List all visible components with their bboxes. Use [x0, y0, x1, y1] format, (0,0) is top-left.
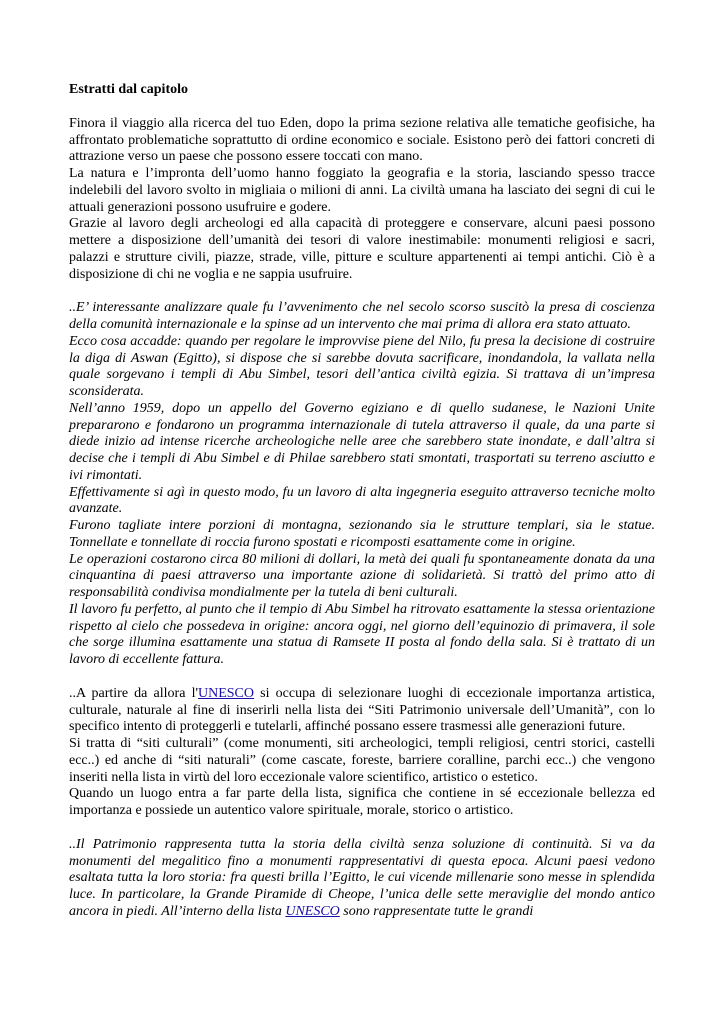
section-gap: [69, 283, 655, 300]
italic-paragraph-3: Nell’anno 1959, dopo un appello del Governo egiziano e di quello sudanese, le Nazioni Unite prepararono e fondarono un programma internazionale di tutela attraverso il quale, da una parte si diede inizio ad intense ricerche archeologiche nelle aree che sarebbero state inondate, e dall’altra si decise che i templi di Abu Simbel e di Philae sarebbero stati smontati, trasportati su terreno asciutto e ivi rimontati.: [69, 400, 655, 483]
unesco-paragraph-2: Si tratta di “siti culturali” (come monumenti, siti archeologici, templi religiosi, centri storici, castelli ecc..) ed anche di “siti naturali” (come cascate, foreste, barriere coralline, parchi ecc..) che vengono inseriti nella lista in virtù del loro eccezionale valore scientifico, artistico o estetico.: [69, 736, 655, 785]
unesco-link[interactable]: UNESCO: [198, 685, 255, 701]
document-title: Estratti dal capitolo: [69, 82, 188, 97]
italic-paragraph-4: Effettivamente si agì in questo modo, fu un lavoro di alta ingegneria eseguito attraverso tecniche molto avanzate.: [69, 484, 655, 517]
final-text-after: sono rappresentate tutte le grandi: [339, 903, 534, 919]
final-paragraph: [69, 837, 655, 921]
unesco-paragraph-1: [69, 686, 655, 736]
section-gap: [69, 820, 655, 837]
intro-paragraph-2: La natura e l’impronta dell’uomo hanno foggiato la geografia e la storia, lasciando spesso tracce indelebili del lavoro svolto in migliaia o milioni di anni. La civiltà umana ha lasciato dei segni di cui le attuali generazioni possono usufruire e godere.: [69, 166, 655, 215]
italic-paragraph-5: Furono tagliate intere porzioni di montagna, sezionando sia le strutture templari, sia le statue. Tonnellate e tonnellate di roccia furono spostati e ricomposti esattamente come in origine.: [69, 518, 655, 550]
intro-paragraph-1: Finora il viaggio alla ricerca del tuo Eden, dopo la prima sezione relativa alle tematiche geofisiche, ha affrontato problematiche soprattutto di ordine economico e sociale. Esistono però dei fattori concreti di attrazione verso un paese che possono essere toccati con mano.: [69, 115, 655, 165]
unesco-text-after: si occupa di selezionare luoghi di eccezionale importanza artistica, culturale, naturale al fine di inserirli nella lista dei “Siti Patrimonio universale dell’Umanità”, con lo specifico intento di proteggerli e tutelarli, affinché possano essere trasmessi alle generazioni future.: [69, 685, 655, 735]
unesco-text-before: ..A partire da allora l': [69, 685, 198, 701]
italic-paragraph-7: Il lavoro fu perfetto, al punto che il tempio di Abu Simbel ha ritrovato esattamente la stessa orientazione rispetto al cielo che possedeva in origine: ancora oggi, nel giorno dell’equinozio di primavera, il sole che sorge illumina esattamente una statua di Ramsete II posta al fondo della sala. Si è trattato di un lavoro di eccellente fattura.: [69, 601, 655, 667]
unesco-link-2[interactable]: UNESCO: [285, 903, 340, 919]
italic-paragraph-6: Le operazioni costarono circa 80 milioni di dollari, la metà dei quali fu spontaneamente donata da una cinquantina di paesi attraverso una importante azione di solidarietà. Si trattò del primo atto di responsabilità condivisa mondialmente per la tutela di beni culturali.: [69, 551, 655, 600]
italic-paragraph-1: ..E’ interessante analizzare quale fu l’avvenimento che nel secolo scorso suscitò la presa di coscienza della comunità internazionale e la spinse ad un intervento che mai prima di allora era stato attuato.: [69, 300, 655, 332]
intro-paragraph-3: Grazie al lavoro degli archeologi ed alla capacità di proteggere e conservare, alcuni paesi possono mettere a disposizione dell’umanità dei tesori di valore inestimabile: monumenti religiosi e sacri, palazzi e strutture civili, piazze, strade, ville, pitture e sculture appartenenti ai tempi antichi. Ciò è a disposizione di chi ne voglia e ne sappia usufruire.: [69, 216, 655, 282]
document-page: [69, 82, 655, 921]
unesco-paragraph-3: Quando un luogo entra a far parte della lista, significa che contiene in sé eccezionale bellezza ed importanza e possiede un autentico valore spirituale, morale, storico o artistico.: [69, 786, 655, 818]
final-text-before: ..Il Patrimonio rappresenta tutta la storia della civiltà senza soluzione di continuità. Si va da monumenti del megalitico fino a monumenti rappresentativi di questa epoca. Alcuni paesi vedono esaltata tutta la loro storia: fra questi brilla l’Egitto, le cui vicende millenarie sono messe in splendida luce. In particolare, la Grande Piramide di Cheope, l’unica delle sette meraviglie del mondo antico ancora in piedi. All’interno della lista: [69, 836, 655, 919]
section-gap: [69, 669, 655, 686]
italic-paragraph-2: Ecco cosa accadde: quando per regolare le improvvise piene del Nilo, fu presa la decisione di costruire la diga di Aswan (Egitto), si dispose che si sarebbe dovuta sacrificare, inondandola, la vallata nella quale sorgevano i templi di Abu Simbel, tesori dell’antica civiltà egizia. Si trattava di un’impresa sconsiderata.: [69, 333, 655, 399]
